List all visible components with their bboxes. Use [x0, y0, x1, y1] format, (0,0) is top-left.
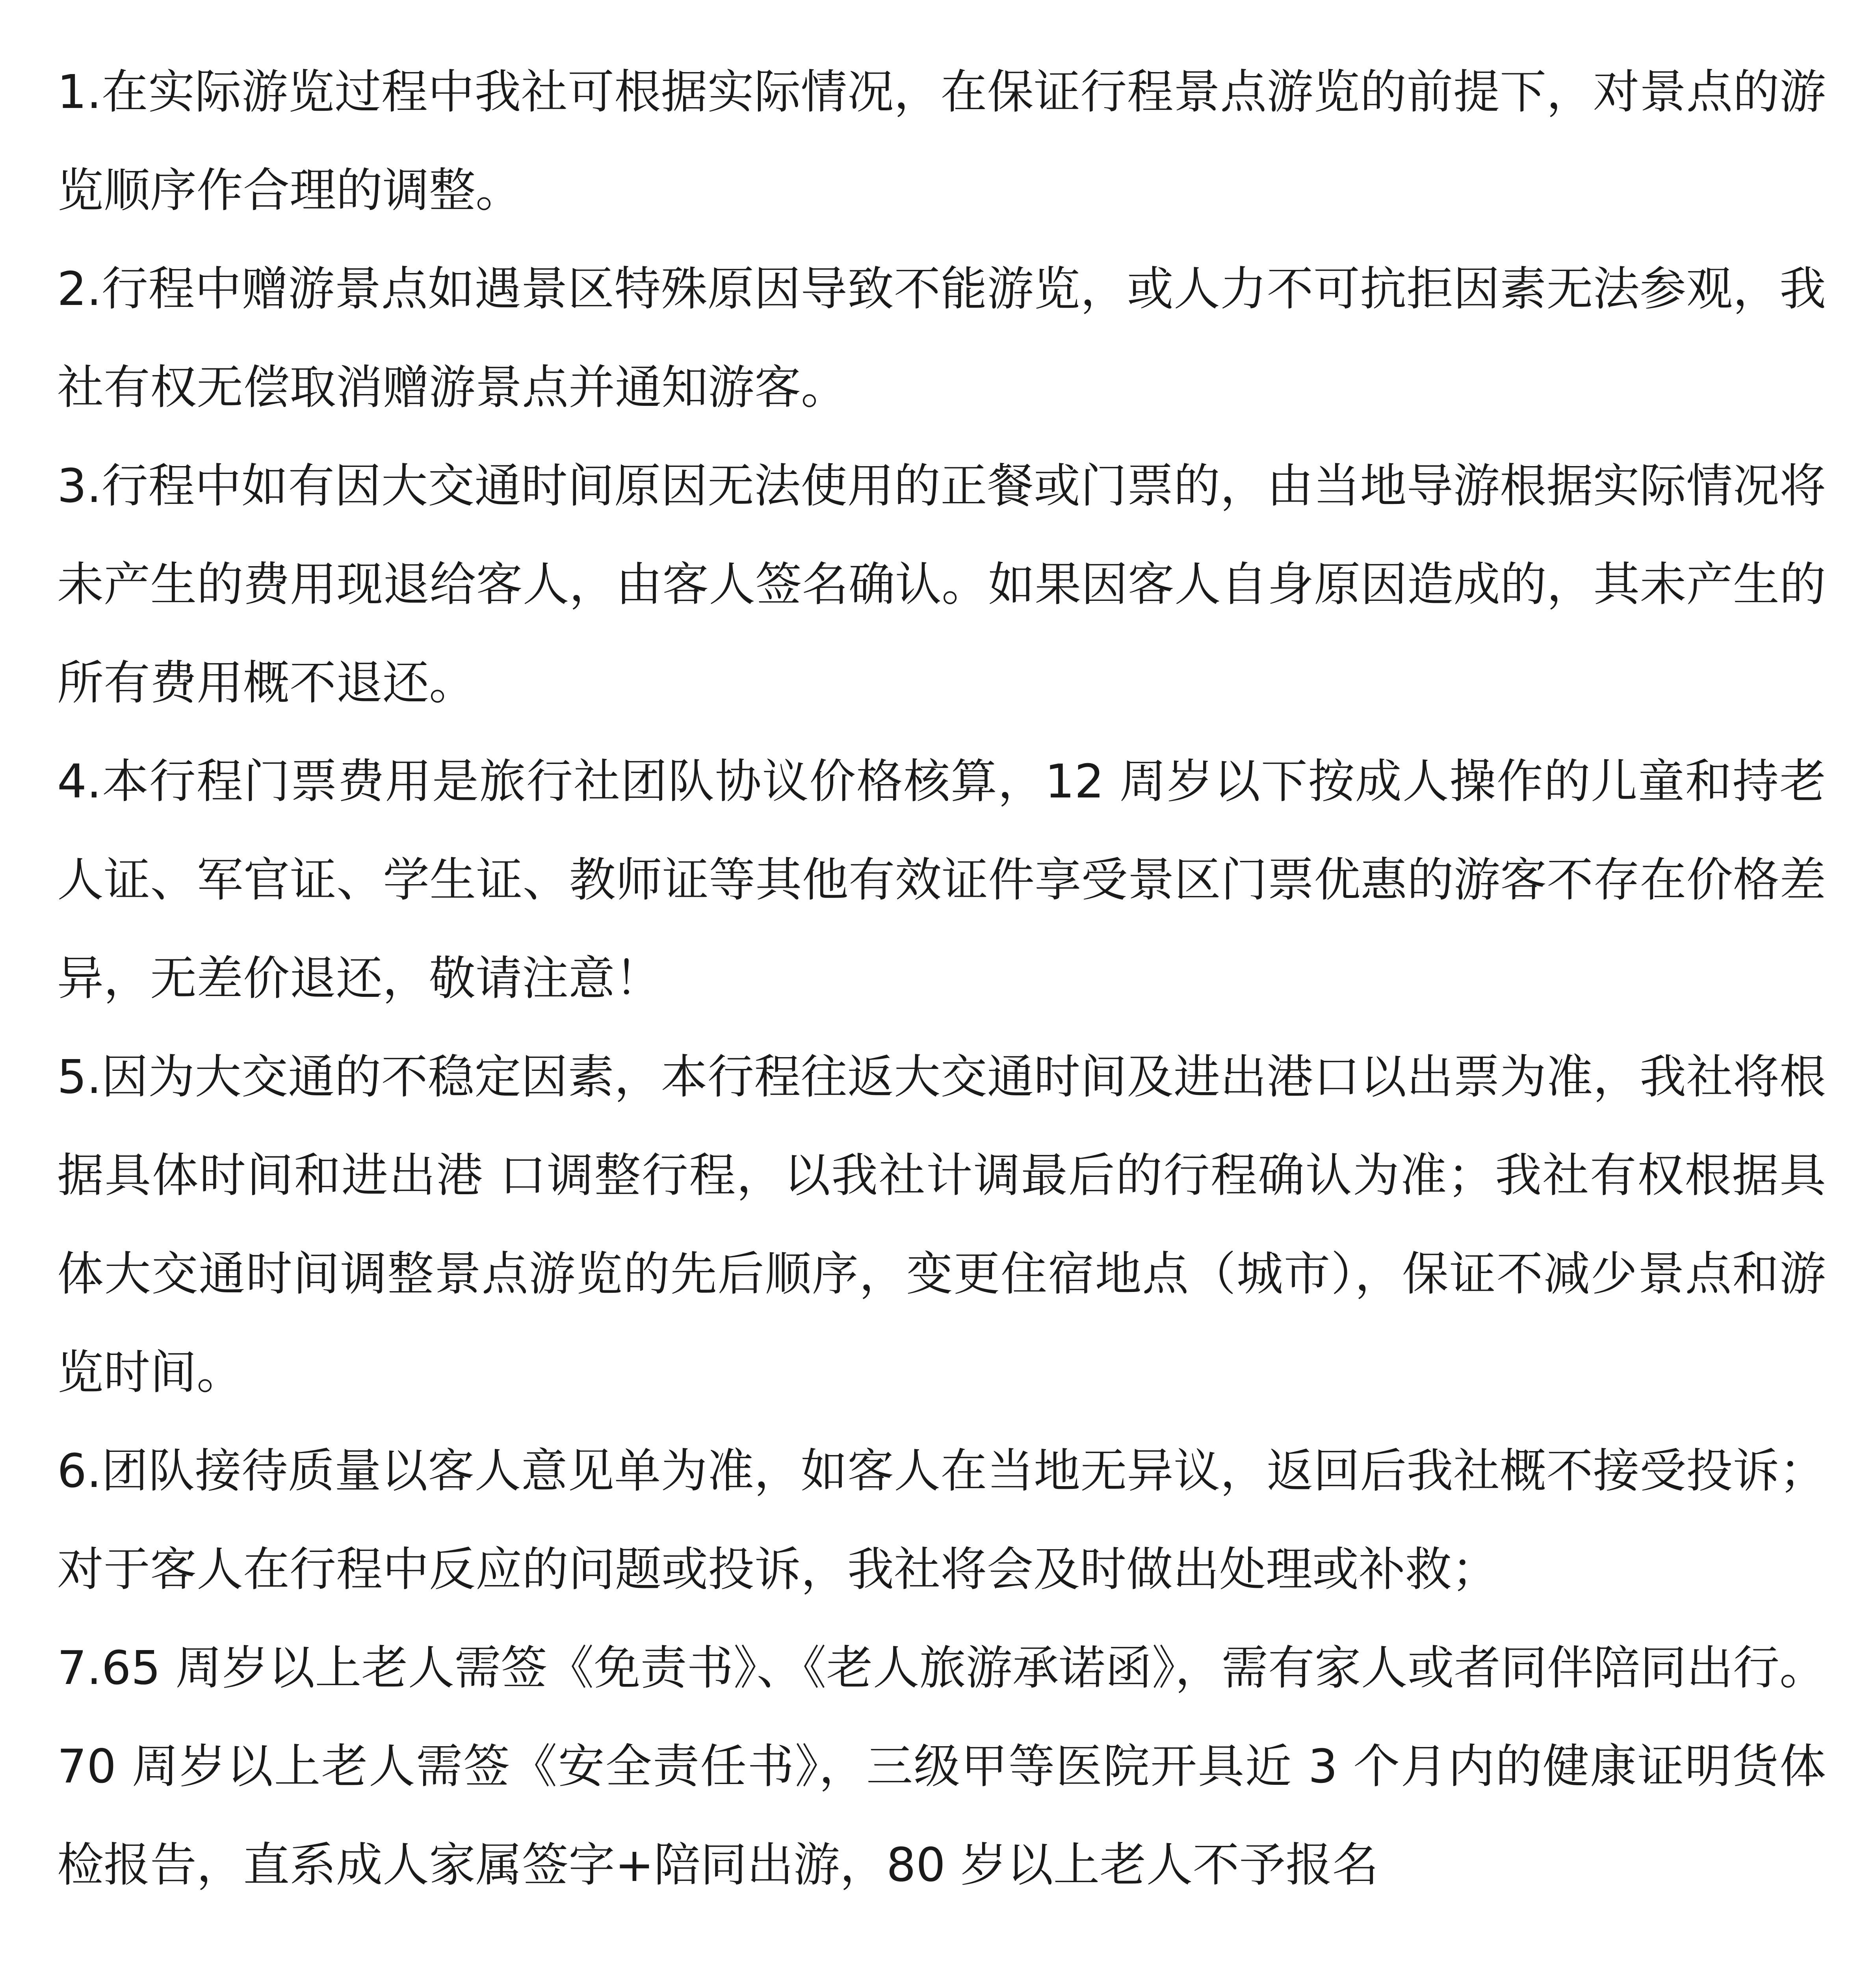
- terms-notes-list: [57, 43, 1826, 1914]
- note-item-4: 4.本行程门票费用是旅行社团队协议价格核算，12 周岁以下按成人操作的儿童和持老人证、军官证、学生证、教师证等其他有效证件享受景区门票优惠的游客不存在价格差异，无差价退还，敬请注意！: [57, 754, 1826, 1005]
- note-item-6: 6.团队接待质量以客人意见单为准，如客人在当地无异议，返回后我社概不接受投诉；对于客人在行程中反应的问题或投诉，我社将会及时做出处理或补救；: [57, 1444, 1826, 1596]
- note-item-7: 7.65 周岁以上老人需签《免责书》、《老人旅游承诺函》，需有家人或者同伴陪同出行。70 周岁以上老人需签《安全责任书》，三级甲等医院开具近 3 个月内的健康证明货体检报告，直系成人家属签字+陪同出游，80 岁以上老人不予报名: [57, 1641, 1826, 1892]
- note-item-2: 2.行程中赠游景点如遇景区特殊原因导致不能游览，或人力不可抗拒因素无法参观，我社有权无偿取消赠游景点并通知游客。: [57, 262, 1826, 414]
- note-item-3: 3.行程中如有因大交通时间原因无法使用的正餐或门票的，由当地导游根据实际情况将未产生的费用现退给客人，由客人签名确认。如果因客人自身原因造成的，其未产生的所有费用概不退还。: [57, 459, 1826, 710]
- note-item-5: 5.因为大交通的不稳定因素，本行程往返大交通时间及进出港口以出票为准，我社将根据具体时间和进出港 口调整行程，以我社计调最后的行程确认为准；我社有权根据具体大交通时间调整景点游览的先后顺序，变更住宿地点（城市），保证不减少景点和游览时间。: [57, 1050, 1826, 1399]
- note-item-1: 1.在实际游览过程中我社可根据实际情况，在保证行程景点游览的前提下，对景点的游览顺序作合理的调整。: [57, 65, 1826, 217]
